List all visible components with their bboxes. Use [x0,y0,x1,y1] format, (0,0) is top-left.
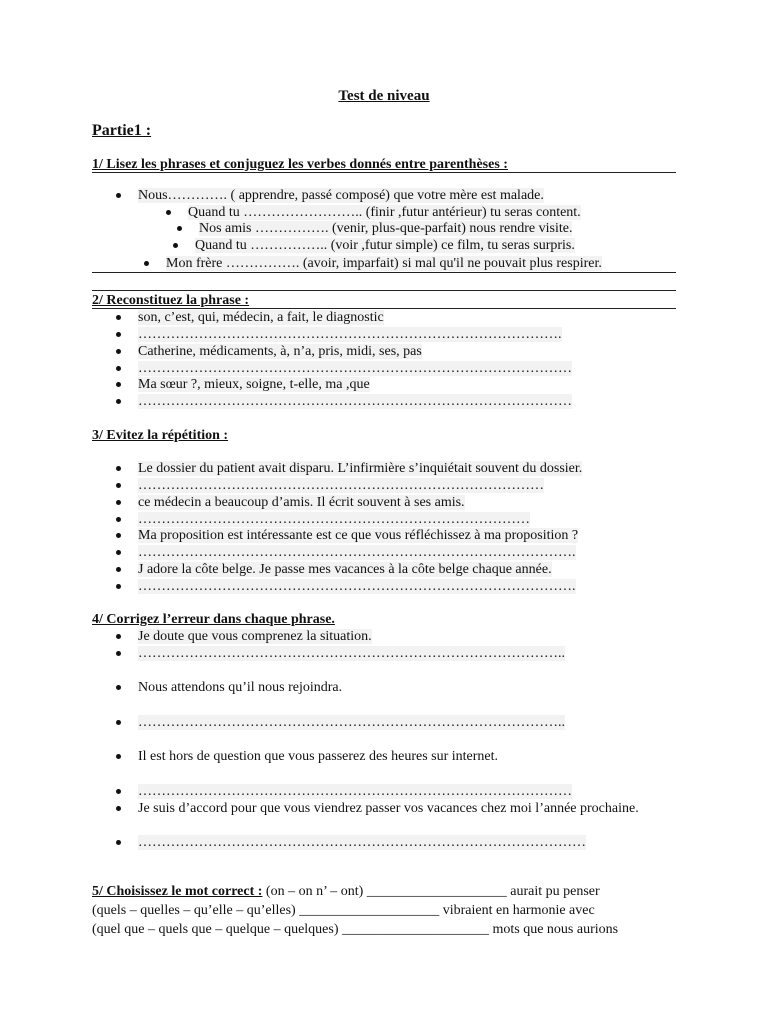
section-2-top-rule [92,290,676,291]
bullet-icon [116,483,121,488]
list-item: Il est hors de question que vous passerez des heures sur internet. [138,748,498,765]
bullet-icon [116,315,121,320]
bullet-icon [116,789,121,794]
section-5-heading: 5/ Choisissez le mot correct : [92,884,263,899]
list-item: …………………………………………………………………………………. [138,578,576,595]
list-item: Nous…………. ( apprendre, passé composé) que votre mère est malade. [138,187,544,204]
list-item: ……………………………………………………………………………….. [138,645,565,662]
list-item: …………………………………………………………………………………… [138,834,586,851]
bullet-icon [116,840,121,845]
list-item: Ma proposition est intéressante est ce que vous réfléchissez à ma proposition ? [138,527,578,544]
bullet-icon [173,243,178,248]
bullet-icon [166,210,171,215]
section-5-line-1: 5/ Choisissez le mot correct : (on – on n’ – ont) ____________________ aurait pu penser [92,884,600,899]
list-item: ……………………………………………………………………………….. [138,714,565,731]
bullet-icon [116,567,121,572]
section-1-bottom-rule [92,272,676,273]
bullet-icon [116,584,121,589]
list-item: ………………………………………………………………………… [138,511,530,528]
bullet-icon [116,500,121,505]
bullet-icon [116,651,121,656]
bullet-icon [116,382,121,387]
bullet-icon [116,720,121,725]
bullet-icon [116,533,121,538]
bullet-icon [116,366,121,371]
bullet-icon [116,550,121,555]
bullet-icon [144,261,149,266]
part-heading: Partie1 : [92,122,152,139]
list-item: …………………………………………………………………………………. [138,544,576,561]
section-5-line-2: (quels – quelles – qu’elle – qu’elles) ____________________ vibraient en harmonie avec [92,903,595,918]
list-item: Ma sœur ?, mieux, soigne, t-elle, ma ,que [138,376,370,393]
section-3-heading: 3/ Evitez la répétition : [92,428,229,443]
section-2-heading: 2/ Reconstituez la phrase : [92,293,250,308]
list-item: Mon frère ……………. (avoir, imparfait) si mal qu'il ne pouvait plus respirer. [166,255,602,272]
section-5-line-3: (quel que – quels que – quelque – quelques) _____________________ mots que nous aurions [92,922,619,937]
list-item: ………………………………………………………………………………. [138,326,562,343]
list-item: Nos amis ……………. (venir, plus-que-parfait) nous rendre visite. [199,220,572,237]
section-4-heading: 4/ Corrigez l’erreur dans chaque phrase. [92,612,335,627]
bullet-icon [116,399,121,404]
list-item: J adore la côte belge. Je passe mes vacances à la côte belge chaque année. [138,561,552,578]
list-item: ………………………………………………………………………………… [138,783,572,800]
bullet-icon [116,466,121,471]
list-item: Je suis d’accord pour que vous viendrez passer vos vacances chez moi l’année prochaine. [138,800,673,817]
list-item: ………………………………………………………………………………… [138,393,572,410]
list-item: Quand tu …………….. (voir ,futur simple) ce film, tu seras surpris. [195,237,575,254]
list-item: Je doute que vous comprenez la situation. [138,628,372,645]
bullet-icon [116,517,121,522]
section-1-heading: 1/ Lisez les phrases et conjuguez les verbes donnés entre parenthèses : [92,157,508,172]
list-item: ce médecin a beaucoup d’amis. Il écrit souvent à ses amis. [138,494,465,511]
list-item: son, c’est, qui, médecin, a fait, le diagnostic [138,309,384,326]
page-title: Test de niveau [338,88,430,104]
list-item: ………………………………………………………………………………… [138,360,572,377]
list-item: Catherine, médicaments, à, n’a, pris, midi, ses, pas [138,343,422,360]
bullet-icon [177,226,182,231]
section-1-rule [92,172,676,173]
list-item: Le dossier du patient avait disparu. L’infirmière s’inquiétait souvent du dossier. [138,460,582,477]
bullet-icon [116,685,121,690]
bullet-icon [116,806,121,811]
list-item: Quand tu …………………….. (finir ,futur antérieur) tu seras content. [188,204,581,221]
bullet-icon [116,349,121,354]
list-item: …………………………………………………………………………… [138,477,544,494]
bullet-icon [116,332,121,337]
bullet-icon [116,754,121,759]
list-item: Nous attendons qu’il nous rejoindra. [138,679,342,696]
bullet-icon [116,193,121,198]
bullet-icon [116,634,121,639]
